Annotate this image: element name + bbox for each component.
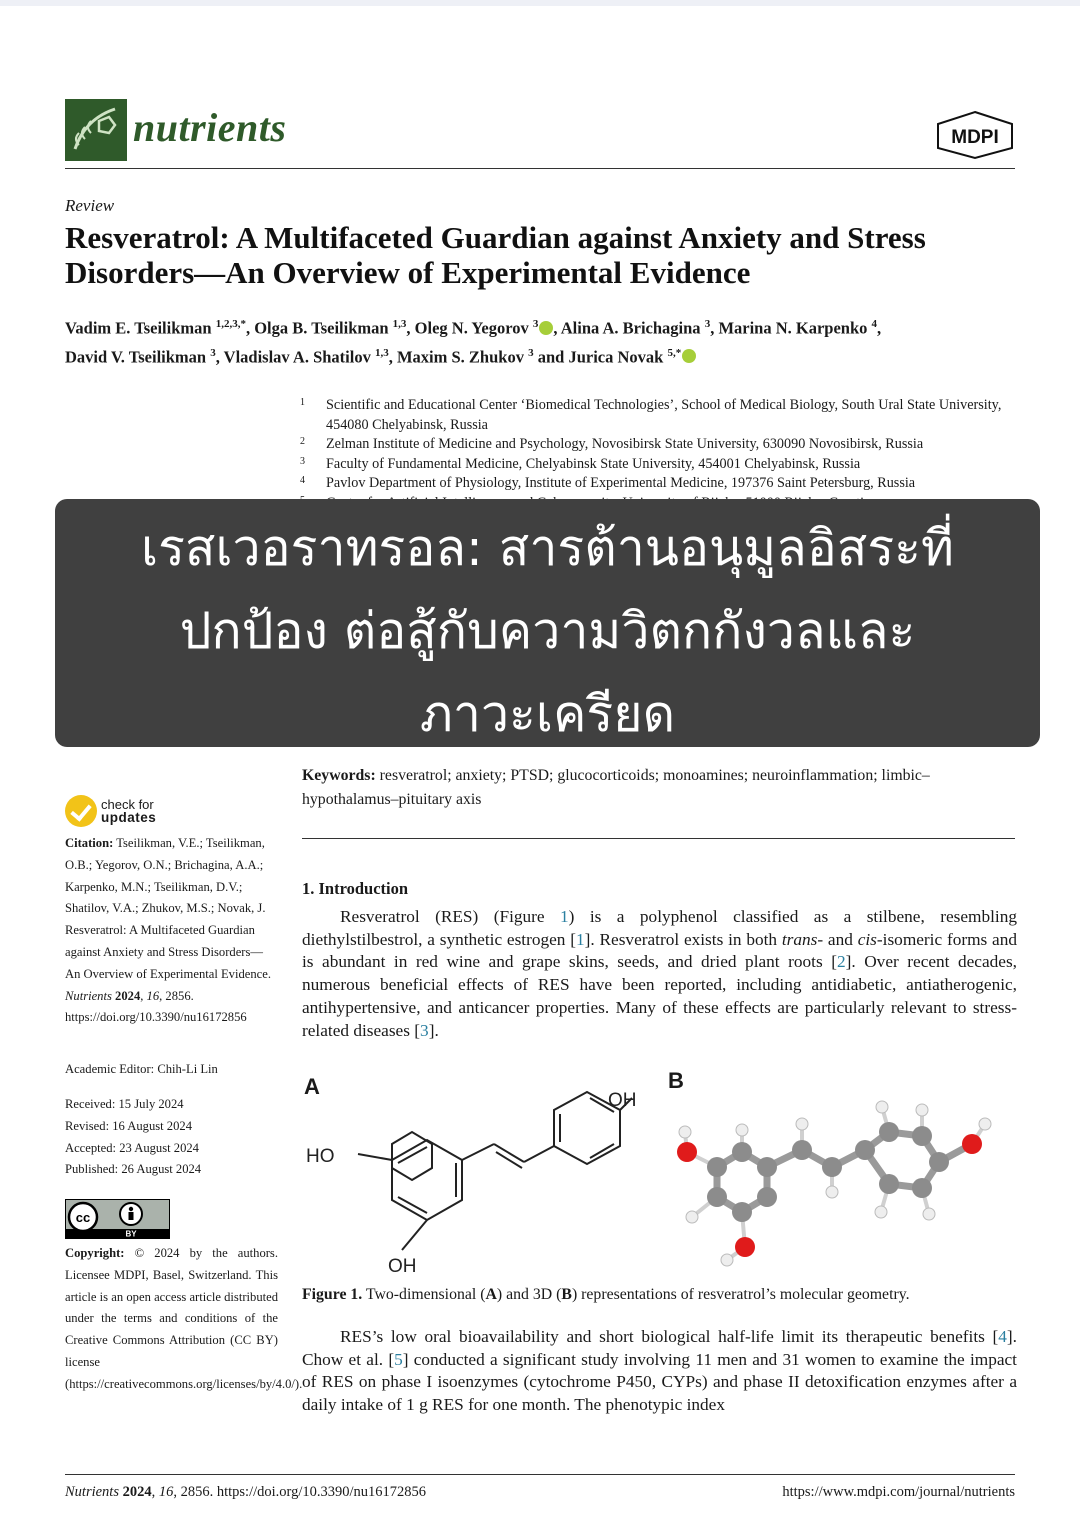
translation-overlay (55, 499, 1040, 747)
citation-ref-link[interactable]: 4 (998, 1327, 1007, 1346)
author-name[interactable]: , Alina A. Brichagina (553, 318, 705, 338)
copyright-block (65, 1243, 303, 1396)
journal-name: nutrients (133, 105, 287, 150)
figure-panel-b-label: B (668, 1068, 684, 1093)
author-name[interactable]: , Oleg N. Yegorov (406, 318, 533, 338)
author-name[interactable]: , Marina N. Karpenko (710, 318, 872, 338)
figure-panel-a-label: A (304, 1074, 320, 1099)
figure-ref-link[interactable]: 1 (560, 907, 569, 926)
svg-text:cc: cc (75, 1210, 91, 1225)
footer-divider (65, 1474, 1015, 1475)
author-affil-sup: 1,3 (392, 318, 407, 330)
author-affil-sup: 3 (528, 346, 534, 359)
publication-dates (65, 1094, 278, 1181)
keywords-text: resveratrol; anxiety; PTSD; glucocorticoids; monoamines; neuroinflammation; limbic–hypothalamus–pituitary axis (302, 767, 930, 808)
top-band (0, 0, 1080, 6)
figure-caption-label: Figure 1. (302, 1286, 363, 1303)
keywords-divider (302, 838, 1015, 839)
check-for-updates-button[interactable] (65, 795, 156, 827)
revised-date: Revised: 16 August 2024 (65, 1118, 192, 1133)
mdpi-logo (936, 110, 1014, 160)
copyright-text: © 2024 by the authors. Licensee MDPI, Basel, Switzerland. This article is an open access article distributed under the terms and conditions of the Creative Commons Attribution (CC BY) license (https://creativecommons.org/licenses/by/4.0/). (65, 1246, 303, 1391)
citation-journal: Nutrients (65, 988, 112, 1003)
academic-editor: Academic Editor: Chih-Li Lin (65, 1062, 218, 1076)
figure-caption: Figure 1. Two-dimensional (A) and 3D (B) representations of resveratrol’s molecular geometry. (302, 1286, 910, 1303)
resveratrol-2d-structure (302, 1062, 662, 1282)
section-heading: 1. Introduction (302, 879, 409, 898)
author-name[interactable]: , Olga B. Tseilikman (245, 318, 393, 338)
footer-citation: Nutrients 2024, 16, 2856. https://doi.org/10.3390/nu16172856 (65, 1484, 427, 1500)
check-updates-line1: check for (101, 797, 154, 812)
citation-ref-link[interactable]: 3 (420, 1020, 429, 1040)
author-affil-sup: 3 (210, 346, 216, 359)
affiliation-item: 1 Scientific and Educational Center ‘Biomedical Technologies’, School of Medical Biology, South Ural State University, 454080 Chelyabinsk, Russia (300, 397, 1002, 433)
orcid-icon[interactable] (682, 349, 696, 363)
author-name[interactable]: , Maxim S. Zhukov (388, 347, 529, 366)
citation-year: 2024 (115, 988, 141, 1003)
affiliation-item: 4 Pavlov Department of Physiology, Institute of Experimental Medicine, 197376 Saint Petersburg, Russia (300, 475, 916, 491)
citation-doi-link[interactable]: , 2856. https://doi.org/10.3390/nu16172856 (65, 988, 247, 1025)
publisher-name: MDPI (951, 127, 999, 148)
citation-label: Citation: (65, 836, 114, 850)
published-date: Published: 26 August 2024 (65, 1162, 202, 1177)
resveratrol-3d-model (667, 1062, 1017, 1282)
author-affil-sup: 5,* (667, 346, 682, 359)
citation-block: Citation: Tseilikman, V.E.; Tseilikman, O.B.; Yegorov, O.N.; Brichagina, A.A.; Karpenko, M.N.; Tseilikman, D.V.; Shatilov, V.A.; Zhukov, M.S.; Novak, J. Resveratrol: A Multifaceted Guardian against Anxiety and Stress Disorders—An Overview of Experimental Evidence. Nutrients 2024, 16, 2856. https://doi.org/10.3390/nu16172856 (65, 836, 271, 1025)
article-title: Resveratrol: A Multifaceted Guardian against Anxiety and Stress Disorders—An Overview of Experimental Evidence (65, 220, 926, 290)
citation-ref-link[interactable]: 1 (576, 929, 585, 949)
affiliation-item: 2 Zelman Institute of Medicine and Psychology, Novosibirsk State University, 630090 Novosibirsk, Russia (300, 436, 924, 452)
author-affil-sup: 1,2,3,* (215, 318, 246, 330)
footer-doi-link[interactable]: , 2856. https://doi.org/10.3390/nu16172856 (173, 1484, 427, 1500)
footer-journal: Nutrients (65, 1484, 119, 1500)
footer-volume: 16 (158, 1484, 174, 1500)
keywords (302, 764, 1017, 812)
author-name[interactable]: Vadim E. Tseilikman (65, 318, 216, 338)
author-separator: , (877, 318, 882, 338)
keywords-label: Keywords: (302, 767, 376, 784)
copyright-label: Copyright: (65, 1246, 125, 1260)
author-affil-sup: 3 (704, 318, 711, 330)
citation-text: Tseilikman, V.E.; Tseilikman, O.B.; Yegorov, O.N.; Brichagina, A.A.; Karpenko, M.N.; Tseilikman, D.V.; Shatilov, V.A.; Zhukov, M.S.; Novak, J. Resveratrol: A Multifaceted Guardian against Anxiety and Stress Disorders—An Overview of Experimental Evidence. (65, 836, 271, 981)
overlay-text: เรสเวอราทรอล: สารต้านอนุมูลอิสระที่ ปกป้อง ต่อสู้กับความวิตกกังวลและ ภาวะเครียด (140, 519, 954, 743)
header-divider (65, 168, 1015, 169)
oh-label: OH (388, 1256, 417, 1277)
footer-year: 2024 (122, 1484, 152, 1500)
cc-by-label: BY (125, 1229, 137, 1238)
accepted-date: Accepted: 23 August 2024 (65, 1140, 199, 1155)
cc-by-license-badge[interactable] (65, 1199, 170, 1239)
checkmark-icon (65, 795, 97, 827)
citation-ref-link[interactable]: 5 (394, 1349, 403, 1369)
check-updates-line2: updates (101, 810, 157, 825)
author-name[interactable]: David V. Tseilikman (65, 347, 211, 366)
citation-volume: 16 (146, 988, 160, 1003)
intro-paragraph-1: Resveratrol (RES) (Figure 1) is a polyphenol classified as a stilbene, resembling diethylstilbestrol, a synthetic estrogen [1]. Resveratrol exists in both trans- and cis-isomeric forms and is abundant in red wine and grape skins, seeds, and dried plant roots [2]. Over recent decades, numerous beneficial effects of RES have been reported, including antidiabetic, antiatherogenic, antihypertensive, and anticancer properties. Many of these effects are particularly relevant to stress-related diseases [3]. (302, 907, 1017, 1040)
author-affil-sup: 3 (532, 318, 539, 330)
citation-ref-link[interactable]: 2 (836, 952, 846, 972)
author-name[interactable]: , Vladislav A. Shatilov (215, 347, 375, 366)
author-name[interactable]: and Jurica Novak (533, 347, 668, 366)
intro-paragraph-2: RES’s low oral bioavailability and short biological half-life limit its therapeutic benefits [4]. Chow et al. [5] conducted a significant study involving 11 men and 31 women to examine the impact of RES on phase I isoenzymes (cytochrome P450, CYPs) and phase II detoxification enzymes after a daily intake of 1 g RES for one month. The phenotypic index (302, 1327, 1017, 1415)
ho-label: HO (306, 1146, 335, 1167)
footer-journal-url[interactable]: https://www.mdpi.com/journal/nutrients (782, 1484, 1015, 1500)
figure-1 (302, 1062, 1017, 1282)
affiliation-item: 3 Faculty of Fundamental Medicine, Chelyabinsk State University, 454001 Chelyabinsk, Russia (300, 455, 861, 472)
author-affil-sup: 4 (871, 318, 878, 330)
orcid-icon[interactable] (539, 321, 553, 335)
journal-logo-icon (65, 99, 127, 161)
article-type: Review (65, 196, 115, 215)
received-date: Received: 15 July 2024 (65, 1097, 184, 1111)
oh-label: OH (608, 1090, 637, 1111)
affiliation-list (300, 396, 1015, 513)
author-list (65, 312, 1025, 369)
author-affil-sup: 1,3 (374, 346, 389, 359)
